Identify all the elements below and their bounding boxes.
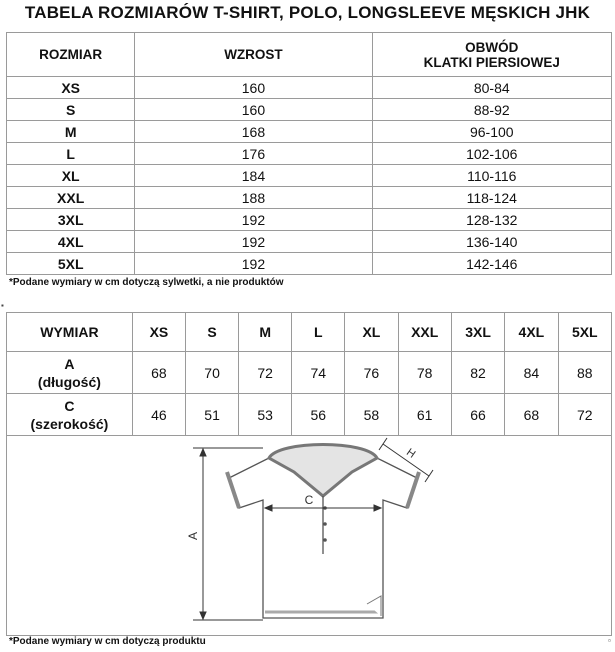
value-cell: 46 — [132, 394, 185, 436]
product-dimension-table — [6, 312, 612, 636]
table-row — [7, 187, 612, 209]
value-cell: 61 — [398, 394, 451, 436]
size-cell: XS — [7, 77, 135, 99]
size-cell: XXL — [7, 187, 135, 209]
height-cell: 168 — [135, 121, 372, 143]
value-cell: 82 — [451, 352, 504, 394]
diagram-row — [7, 436, 612, 636]
height-cell: 192 — [135, 209, 372, 231]
row-label-text: (szerokość) — [30, 415, 109, 432]
value-cell: 70 — [186, 352, 239, 394]
value-cell: 51 — [186, 394, 239, 436]
size-cell: 4XL — [7, 231, 135, 253]
chest-cell: 136-140 — [372, 231, 611, 253]
table-row — [7, 143, 612, 165]
value-cell: 68 — [505, 394, 558, 436]
height-cell: 160 — [135, 99, 372, 121]
value-cell: 56 — [292, 394, 345, 436]
header-dimension: WYMIAR — [7, 313, 133, 352]
chest-cell: 128-132 — [372, 209, 611, 231]
height-cell: 192 — [135, 253, 372, 275]
value-cell: 88 — [558, 352, 611, 394]
height-cell: 176 — [135, 143, 372, 165]
header-size-col: M — [239, 313, 292, 352]
product-measurements-note: *Podane wymiary w cm dotyczą produktu — [9, 636, 206, 647]
table-row — [7, 231, 612, 253]
height-cell: 188 — [135, 187, 372, 209]
page-title: TABELA ROZMIARÓW T-SHIRT, POLO, LONGSLEEVE MĘSKICH JHK — [24, 3, 591, 22]
header-size-col: 4XL — [505, 313, 558, 352]
chest-cell: 96-100 — [372, 121, 611, 143]
header-chest-line2: KLATKI PIERSIOWEJ — [423, 54, 560, 70]
value-cell: 72 — [239, 352, 292, 394]
header-size-col: XS — [132, 313, 185, 352]
header-size-col: L — [292, 313, 345, 352]
header-chest — [372, 33, 611, 77]
size-cell: XL — [7, 165, 135, 187]
height-cell: 160 — [135, 77, 372, 99]
table-row — [7, 165, 612, 187]
value-cell: 74 — [292, 352, 345, 394]
table-row — [7, 121, 612, 143]
row-label-letter: C — [64, 397, 75, 414]
size-cell: S — [7, 99, 135, 121]
header-height: WZROST — [135, 33, 372, 77]
size-cell: 5XL — [7, 253, 135, 275]
chest-cell: 102-106 — [372, 143, 611, 165]
height-cell: 192 — [135, 231, 372, 253]
dimension-c-label: C — [304, 493, 314, 507]
bullet-mark: ▪ — [1, 301, 4, 310]
table-header-row — [7, 33, 612, 77]
table-row — [7, 253, 612, 275]
table-header-row — [7, 313, 612, 352]
value-cell: 76 — [345, 352, 398, 394]
value-cell: 78 — [398, 352, 451, 394]
table-row — [7, 99, 612, 121]
dimension-a-label: A — [186, 531, 200, 541]
value-cell: 84 — [505, 352, 558, 394]
corner-mark: ▫ — [608, 636, 611, 645]
body-measurements-note: *Podane wymiary w cm dotyczą sylwetki, a nie produktów — [9, 277, 284, 288]
size-cell: L — [7, 143, 135, 165]
header-size-col: S — [186, 313, 239, 352]
value-cell: 58 — [345, 394, 398, 436]
chest-cell: 80-84 — [372, 77, 611, 99]
header-size: ROZMIAR — [7, 33, 135, 77]
header-size-col: 5XL — [558, 313, 611, 352]
height-cell: 184 — [135, 165, 372, 187]
row-label-width — [7, 394, 133, 436]
value-cell: 66 — [451, 394, 504, 436]
dimension-h-label: H — [404, 446, 418, 461]
value-cell: 72 — [558, 394, 611, 436]
value-cell: 68 — [132, 352, 185, 394]
polo-shirt-diagram — [7, 436, 611, 632]
row-label-length — [7, 352, 133, 394]
header-size-col: 3XL — [451, 313, 504, 352]
body-size-table — [6, 32, 612, 275]
table-row — [7, 77, 612, 99]
header-size-col: XXL — [398, 313, 451, 352]
size-cell: M — [7, 121, 135, 143]
row-label-letter: A — [64, 355, 75, 372]
header-chest-line1: OBWÓD — [465, 39, 519, 55]
chest-cell: 142-146 — [372, 253, 611, 275]
value-cell: 53 — [239, 394, 292, 436]
shirt-diagram-cell — [7, 436, 612, 636]
table-row-width — [7, 394, 612, 436]
polo-shirt-icon — [227, 445, 419, 619]
table-row — [7, 209, 612, 231]
size-cell: 3XL — [7, 209, 135, 231]
chest-cell: 88-92 — [372, 99, 611, 121]
header-size-col: XL — [345, 313, 398, 352]
table-row-length — [7, 352, 612, 394]
chest-cell: 110-116 — [372, 165, 611, 187]
row-label-text: (długość) — [37, 373, 101, 390]
chest-cell: 118-124 — [372, 187, 611, 209]
